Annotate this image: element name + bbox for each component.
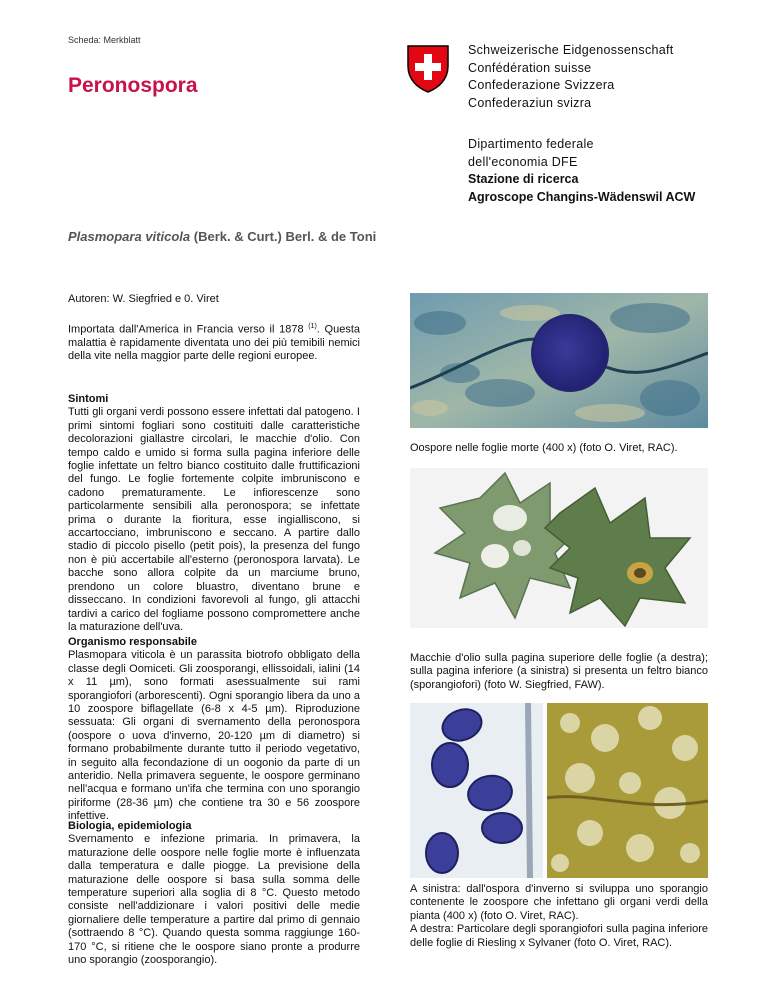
photo-caption-oospore: Oospore nelle foglie morte (400 x) (foto O. Viret, RAC). [410, 442, 678, 454]
document-type-label: Scheda: Merkblatt [68, 35, 141, 45]
section-heading: Biologia, epidemiologia [68, 820, 192, 832]
department-block [468, 136, 695, 206]
caption-right-image: A destra: Particolare degli sporangiofori sulla pagina inferiore delle foglie di Riesling x Sylvaner (foto O. Viret, RAC). [410, 923, 708, 949]
intro-text-continued: . Questa malattia è rapidamente diventata uno dei più temibili nemici della vite nella maggior parte delle regioni europee. [68, 323, 360, 363]
section-biology [68, 820, 360, 967]
intro-reference: (1) [308, 323, 317, 330]
department-line-1: Dipartimento federale [468, 137, 594, 151]
station-name: Stazione di ricerca [468, 172, 579, 186]
photo-caption-leaves: Macchie d'olio sulla pagina superiore delle foglie (a destra); sulla pagina inferiore (a sinistra) si presenta un feltro bianco (sporangiofori) (foto W. Siegfried, FAW). [410, 652, 708, 691]
intro-text: Importata dall'America in Francia verso il 1878 [68, 323, 304, 336]
authors-line: Autoren: W. Siegfried e 0. Viret [68, 293, 219, 305]
section-heading: Sintomi [68, 393, 109, 405]
section-body: Tutti gli organi verdi possono essere infettati dal patogeno. I primi sintomi fogliari sono costituiti dalle caratteristiche decolorazioni giallastre circolari, le macchie d'olio. Con tempo caldo e umido si forma sulla pagina inferiore delle foglie infettate un feltro bianco costituito dalle fruttificazioni del fungo. Le foglie fortemente colpite imbruniscono e cadono prematuramente. Le infiorescenze sono particolarmente sensibili alla peronospora; se infettate prima o durante la fioritura, esse ingialliscono, si accartocciano, imbruniscono e seccano. A partire dallo stadio di piccolo pisello (petit pois), la presenza del fungo non è più accertabile all'esterno (peronospora larvata). Le bacche sono allora colpite da un marciume bruno, prendono un colore bluastro, diventano brune e disseccano. In condizioni favorevoli al fungo, gli attacchi tardivi a carico del fogliame possono compromettere anche la maturazione dell'uva. [68, 406, 360, 633]
confederation-names [468, 42, 674, 112]
swiss-coat-of-arms-logo [406, 44, 450, 94]
vine-leaves-photo [410, 468, 708, 628]
page-title: Peronospora [68, 74, 198, 97]
confederation-name-de: Schweizerische Eidgenossenschaft [468, 43, 674, 57]
sporangia-photo [410, 703, 708, 878]
agroscope-name: Agroscope Changins-Wädenswil ACW [468, 189, 696, 204]
section-heading: Organismo responsabile [68, 636, 197, 648]
species-latin-name: Plasmopara viticola [68, 229, 191, 244]
confederation-name-it: Confederazione Svizzera [468, 78, 615, 92]
oospore-micrograph-photo [410, 293, 708, 428]
confederation-name-rm: Confederaziun svizra [468, 95, 592, 110]
section-organism [68, 636, 360, 824]
photo-caption-sporangia [410, 883, 708, 950]
department-line-2: dell'economia DFE [468, 154, 578, 169]
section-symptoms [68, 393, 360, 634]
confederation-name-fr: Confédération suisse [468, 60, 592, 75]
caption-left-image: A sinistra: dall'ospora d'inverno si sviluppa uno sporangio contenente le zoospore che infettano gli organi verdi della pianta (400 x) (foto O. Viret, RAC). [410, 883, 708, 922]
section-body: Svernamento e infezione primaria. In primavera, la maturazione delle oospore nelle foglie morte è influenzata dalla temperatura e dalle piogge. La previsione della maturazione delle oospore si basa sulla somma delle temperature superiori alla soglia di 8 °C. Questo metodo consiste nell'addizionare i valori positivi delle medie giornaliere delle temperature a partire dal primo di gennaio (sottraendo 8 °C). Quando questa somma raggiunge 160-170 °C, si ritiene che le oospore siano pronte a produrre uno sporangio (zoosporangio). [68, 833, 360, 967]
section-body: Plasmopara viticola è un parassita biotrofo obbligato della classe degli Oomiceti. Gli zoosporangi, ellissoidali, ialini (14 x 11 µm), sono formati asessualmente sui rami sporangiofori (arborescenti). Ogni sporangio libera da uno a 10 zoospore biflagellate (6-8 x 4-5 µm). Riproduzione sessuata: Gli organi di svernamento della peronospora (oospore o uova d'inverno, 20-120 µm di diametro) si formano probabilmente durante tutto il periodo vegetativo, in seguito alla fecondazione di un oogonio da parte di un anteridio. Nella primavera seguente, le oospore germinano nell'acqua e formano un'ifa che termina con uno sporangio piriforme (28-36 µm) che contiene tra 30 e 56 zoospore infettive. [68, 649, 360, 823]
species-authority: (Berk. & Curt.) Berl. & de Toni [193, 229, 377, 244]
intro-paragraph [68, 320, 360, 364]
species-name [68, 229, 376, 244]
